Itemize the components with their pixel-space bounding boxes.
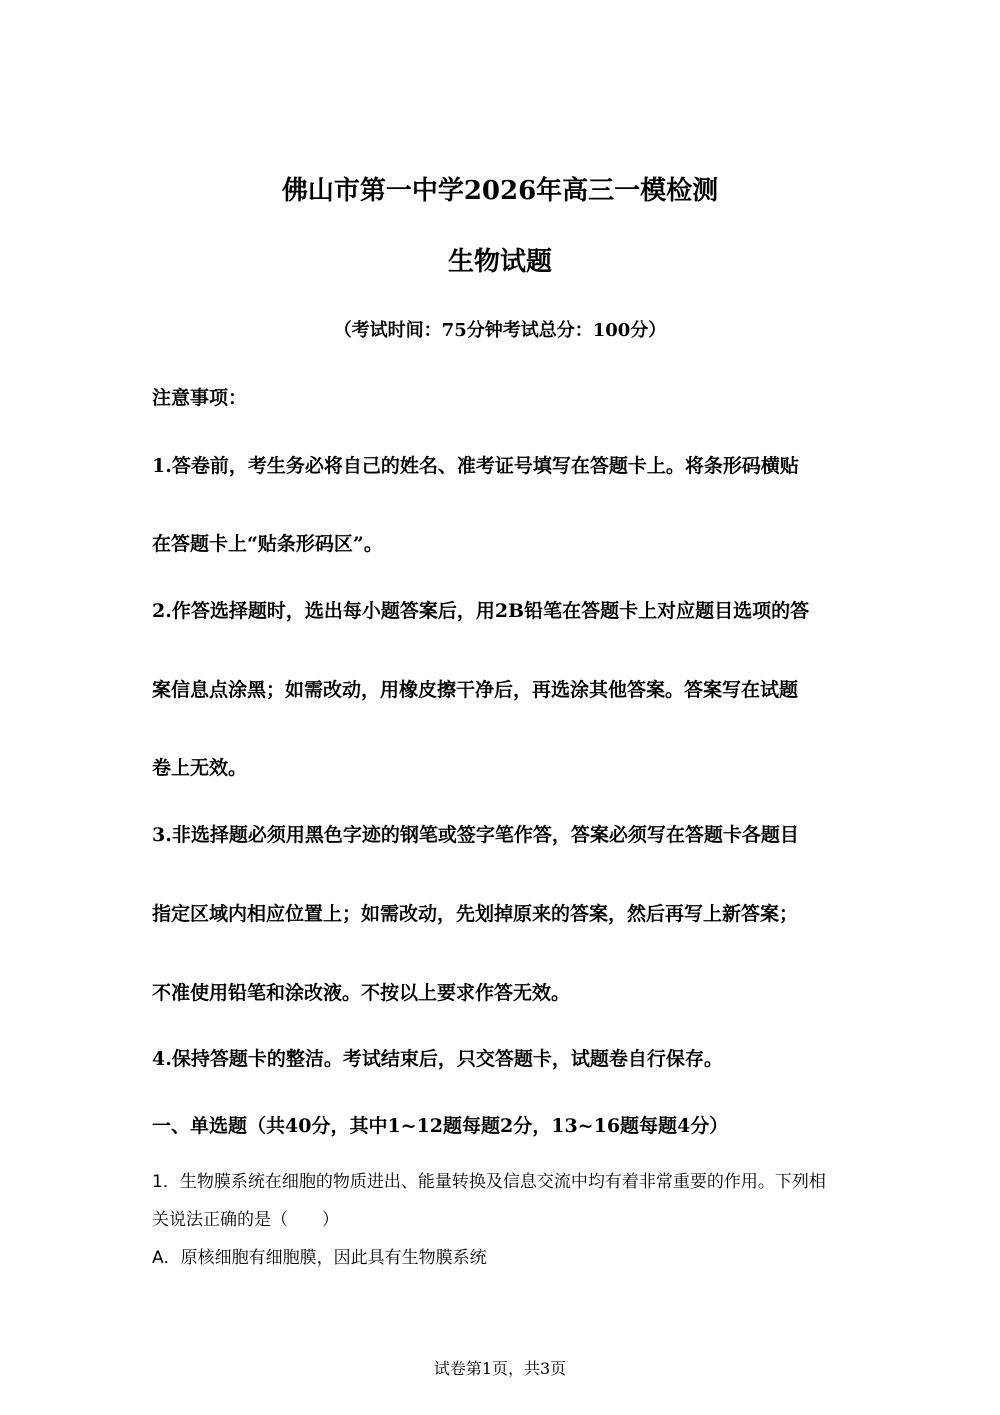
question-option-a: A．原核细胞有细胞膜，因此具有生物膜系统 <box>152 1248 487 1268</box>
exam-info: （考试时间：75分钟考试总分：100分） <box>333 320 667 341</box>
page-footer: 试卷第1页，共3页 <box>433 1359 567 1378</box>
notice-line: 卷上无效。 <box>152 757 248 779</box>
notice-line: 3.非选择题必须用黑色字迹的钢笔或签字笔作答，答案必须写在答题卡各题目 <box>152 824 799 846</box>
section-heading: 一、单选题（共40分，其中1~12题每题2分，13~16题每题4分） <box>152 1115 729 1137</box>
notice-line: 2.作答选择题时，选出每小题答案后，用2B铅笔在答题卡上对应题目选项的答 <box>152 600 810 622</box>
question-stem: 1．生物膜系统在细胞的物质进出、能量转换及信息交流中均有着非常重要的作用。下列相 <box>152 1172 826 1192</box>
subject-title: 生物试题 <box>447 247 552 277</box>
question-stem: 关说法正确的是（ ） <box>152 1210 339 1230</box>
notice-line: 指定区域内相应位置上；如需改动，先划掉原来的答案，然后再写上新答案； <box>152 903 799 925</box>
notice-line: 1.答卷前，考生务必将自己的姓名、准考证号填写在答题卡上。将条形码横贴 <box>152 455 799 477</box>
school-title: 佛山市第一中学2026年高三一模检测 <box>281 176 719 206</box>
notice-heading: 注意事项： <box>152 387 248 409</box>
notice-line: 不准使用铅笔和涂改液。不按以上要求作答无效。 <box>152 982 571 1004</box>
notice-line: 4.保持答题卡的整洁。考试结束后，只交答题卡，试题卷自行保存。 <box>152 1048 723 1070</box>
notice-line: 在答题卡上“贴条形码区”。 <box>152 533 383 555</box>
notice-line: 案信息点涂黑；如需改动，用橡皮擦干净后，再选涂其他答案。答案写在试题 <box>152 679 799 701</box>
